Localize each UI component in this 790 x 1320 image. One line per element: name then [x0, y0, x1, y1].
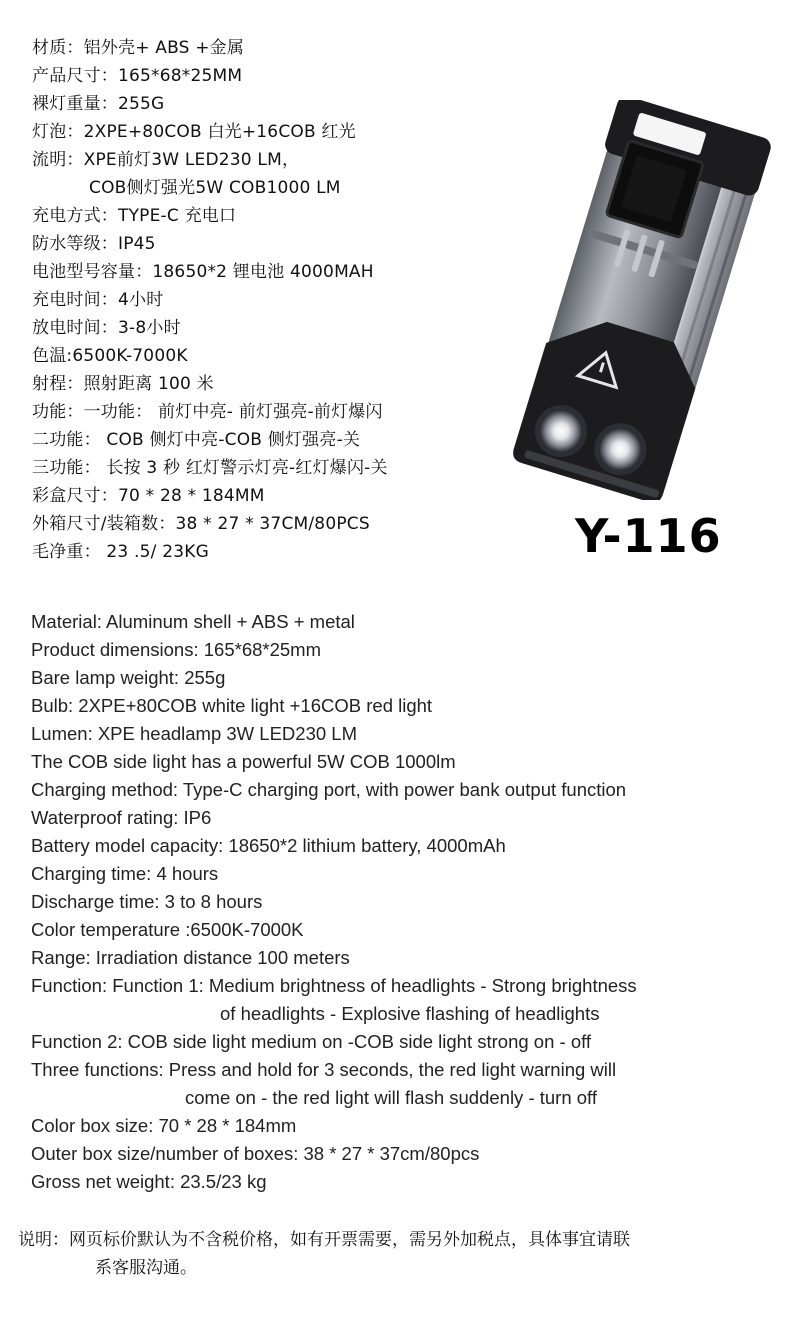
en-spec-line: Bulb: 2XPE+80COB white light +16COB red light	[31, 695, 433, 716]
note-line: 说明：网页标价默认为不含税价格，如有开票需要，需另外加税点，具体事宜请联	[18, 1230, 630, 1250]
cn-spec-line: 三功能： 长按 3 秒 红灯警示灯亮-红灯爆闪-关	[32, 458, 388, 478]
cn-spec-line: 射程：照射距离 100 米	[32, 374, 214, 394]
cn-spec-line: 产品尺寸：165*68*25MM	[32, 66, 243, 86]
en-spec-line: Gross net weight: 23.5/23 kg	[31, 1171, 267, 1192]
en-spec-line: Bare lamp weight: 255g	[31, 667, 226, 688]
cn-spec-line: 二功能： COB 侧灯中亮-COB 侧灯强亮-关	[32, 430, 361, 450]
en-spec-line: Discharge time: 3 to 8 hours	[31, 891, 263, 912]
english-spec-list	[31, 608, 761, 1196]
cn-spec-line: 外箱尺寸/装箱数：38 * 27 * 37CM/80PCS	[32, 514, 370, 534]
en-spec-line: Function: Function 1: Medium brightness of headlights - Strong brightness	[31, 975, 637, 996]
en-spec-line: Charging time: 4 hours	[31, 863, 219, 884]
cn-spec-line: 彩盒尺寸：70 * 28 * 184MM	[32, 486, 265, 506]
en-spec-line: Battery model capacity: 18650*2 lithium battery, 4000mAh	[31, 835, 506, 856]
cn-spec-line: 毛净重： 23 .5/ 23KG	[32, 542, 209, 562]
cn-spec-line: 灯泡：2XPE+80COB 白光+16COB 红光	[32, 122, 356, 142]
en-spec-line: Charging method: Type-C charging port, with power bank output function	[31, 779, 627, 800]
cn-spec-line: 流明：XPE前灯3W LED230 LM，	[32, 150, 300, 170]
cn-spec-line: 电池型号容量：18650*2 锂电池 4000MAH	[32, 262, 374, 282]
chinese-spec-list	[32, 34, 502, 566]
cn-spec-line: 功能：一功能： 前灯中亮- 前灯强亮-前灯爆闪	[32, 402, 383, 422]
cn-spec-line: 色温:6500K-7000K	[32, 346, 188, 366]
en-spec-line: of headlights - Explosive flashing of headlights	[220, 1003, 600, 1024]
cn-spec-line: 裸灯重量：255G	[32, 94, 165, 114]
en-spec-line: Three functions: Press and hold for 3 seconds, the red light warning will	[31, 1059, 617, 1080]
cn-spec-line: COB侧灯强光5W COB1000 LM	[89, 178, 341, 198]
en-spec-line: come on - the red light will flash suddenly - turn off	[185, 1087, 598, 1108]
cn-spec-line: 充电方式：TYPE-C 充电口	[32, 206, 237, 226]
en-spec-line: Outer box size/number of boxes: 38 * 27 * 37cm/80pcs	[31, 1143, 480, 1164]
pricing-note	[18, 1226, 778, 1282]
en-spec-line: Range: Irradiation distance 100 meters	[31, 947, 350, 968]
en-spec-line: Product dimensions: 165*68*25mm	[31, 639, 321, 660]
cn-spec-line: 材质：铝外壳+ ABS +金属	[32, 38, 245, 58]
cn-spec-line: 充电时间：4小时	[32, 290, 164, 310]
en-spec-line: Material: Aluminum shell + ABS + metal	[31, 611, 355, 632]
note-line: 系客服沟通。	[95, 1258, 197, 1278]
model-number: Y-116	[575, 509, 722, 563]
en-spec-line: Waterproof rating: IP6	[31, 807, 212, 828]
en-spec-line: The COB side light has a powerful 5W COB 1000lm	[31, 751, 456, 772]
en-spec-line: Lumen: XPE headlamp 3W LED230 LM	[31, 723, 357, 744]
cn-spec-line: 放电时间：3-8小时	[32, 318, 181, 338]
en-spec-line: Color box size: 70 * 28 * 184mm	[31, 1115, 297, 1136]
en-spec-line: Function 2: COB side light medium on -COB side light strong on - off	[31, 1031, 592, 1052]
en-spec-line: Color temperature :6500K-7000K	[31, 919, 304, 940]
flashlight-product-icon	[505, 100, 775, 500]
cn-spec-line: 防水等级：IP45	[32, 234, 156, 254]
